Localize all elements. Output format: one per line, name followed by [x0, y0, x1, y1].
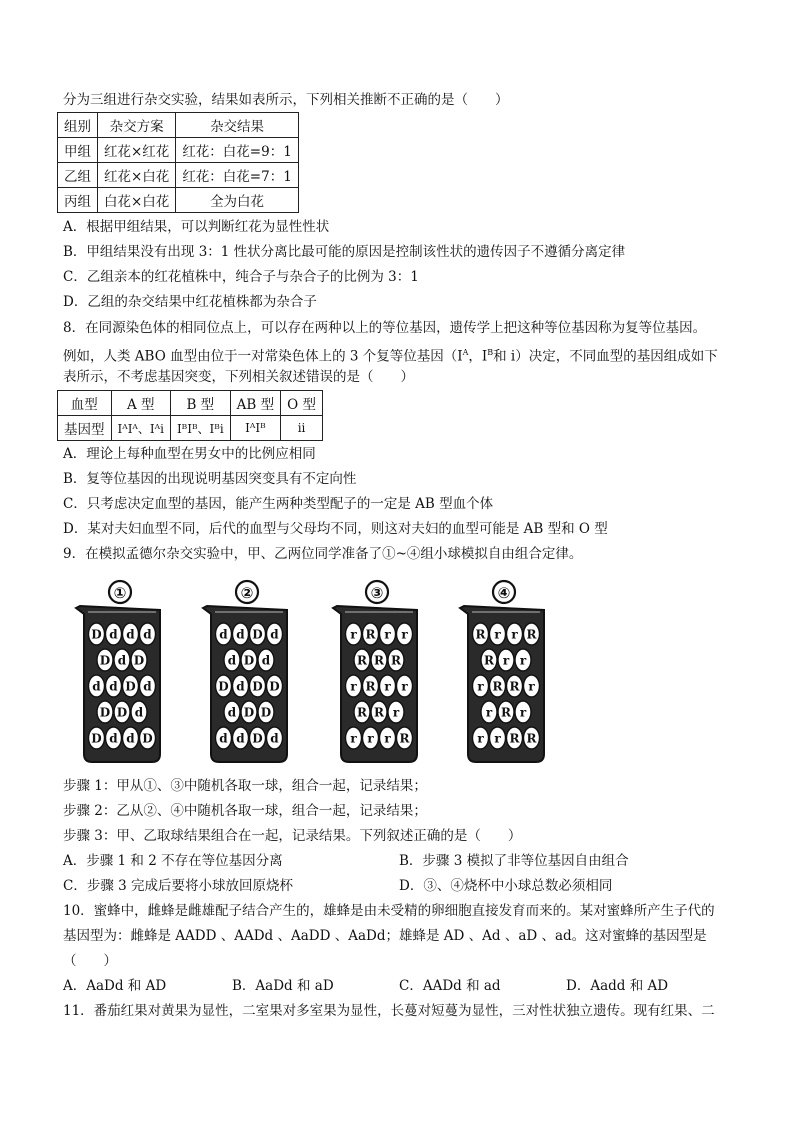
ball-letter: D [218, 679, 229, 694]
q7-table [57, 112, 299, 213]
ball-letter: r [494, 627, 501, 642]
ball-letter: d [109, 731, 118, 746]
ball-letter: r [401, 679, 408, 694]
ball-letter: R [365, 627, 376, 642]
ball-letter: D [116, 705, 128, 720]
ball-letter: R [365, 679, 376, 694]
ball-letter: D [252, 731, 263, 746]
ball-letter: d [236, 627, 245, 642]
q11-line1: 11．番茄红果对黄果为显性，二室果对多室果为显性，长蔓对短蔓为显性，三对性状独立遗传。现有红果、二 [63, 1003, 715, 1019]
ball-letter: r [384, 627, 391, 642]
ball-letter: D [142, 731, 153, 746]
ball-letter: d [143, 627, 152, 642]
ball-letter: D [125, 679, 136, 694]
q9-stem: 9．在模拟孟德尔杂交实验中，甲、乙两位同学准备了①~④组小球模拟自由组合定律。 [63, 546, 583, 562]
ball-letter: d [219, 731, 228, 746]
q7-header-scheme: 杂交方案 [98, 113, 176, 138]
q8-option-a: A．理论上每种血型在男女中的比例应相同 [63, 446, 316, 462]
table-cell: 血型 [58, 391, 112, 416]
q8-line3: 表所示，不考虑基因突变，下列相关叙述错误的是（ ） [63, 369, 414, 385]
ball-letter: d [126, 627, 135, 642]
q9-step2: 步骤 2：乙从②、④中随机各取一球，组合一起，记录结果； [63, 803, 427, 819]
ball-letter: d [219, 627, 228, 642]
ball-letter: d [236, 679, 245, 694]
ball-letter: r [519, 705, 527, 720]
q9-option-c: C．步骤 3 完成后要将小球放回原烧杯 [63, 878, 294, 894]
ball-letter: R [492, 679, 503, 694]
ball-letter: D [252, 679, 263, 694]
q10-option-d: D．Aadd 和 AD [566, 978, 669, 994]
ball-letter: d [270, 731, 279, 746]
table-cell: IᴬIᴮ [230, 416, 280, 441]
ball-letter: r [392, 705, 400, 720]
ball-letter: r [384, 679, 391, 694]
ball-letter: d [261, 653, 271, 668]
q9-step3: 步骤 3：甲、乙取球结果组合在一起，记录结果。下列叙述正确的是（ ） [63, 828, 522, 844]
ball-letter: D [243, 653, 255, 668]
ball-letter: D [91, 731, 102, 746]
beaker-label: ③ [370, 584, 384, 602]
ball-letter: R [501, 705, 511, 720]
q7-stem: 分为三组进行杂交实验，结果如表所示，下列相关推断不正确的是（ ） [63, 92, 509, 108]
table-cell: AB 型 [230, 391, 280, 416]
ball-letter: R [509, 731, 520, 746]
beaker-label: ② [240, 584, 254, 602]
ball-letter: r [502, 653, 510, 668]
ball-letter: D [260, 705, 272, 720]
q8-option-b: B．复等位基因的出现说明基因突变具有不定向性 [63, 471, 357, 487]
ball-letter: D [91, 627, 102, 642]
q8-line2: 例如，人类 ABO 血型由位于一对常染色体上的 3 个复等位基因（$I^A$，$I^B$和 i）决定，不同血型的基因组成如下 [63, 348, 718, 365]
q9-option-b: B．步骤 3 模拟了非等位基因自由组合 [399, 853, 629, 869]
table-cell: 乙组 [58, 163, 98, 188]
ball-letter: R [391, 653, 401, 668]
ball-letter: R [357, 705, 367, 720]
table-cell: IᴬIᴬ、Iᴬi [111, 416, 170, 441]
ball-letter: d [227, 705, 237, 720]
ball-letter: r [494, 731, 501, 746]
table-cell: 红花×红花 [98, 138, 176, 163]
ball-letter: d [109, 627, 118, 642]
q10-line3: （ ） [63, 953, 117, 969]
ball-letter: r [401, 627, 408, 642]
ball-letter: r [367, 731, 374, 746]
beaker-2 [203, 581, 287, 762]
ball-letter: d [92, 679, 101, 694]
q7-option-a: A．根据甲组结果，可以判断红花为显性性状 [63, 219, 330, 235]
q10-option-a: A．AaDd 和 AD [63, 978, 167, 994]
q10-option-c: C．AADd 和 ad [399, 978, 501, 994]
ball-letter: D [252, 627, 263, 642]
q7-header-group: 组别 [58, 113, 98, 138]
ball-letter: d [109, 679, 118, 694]
ball-letter: d [270, 627, 279, 642]
q7-option-b: B．甲组结果没有出现 3：1 性状分离比最可能的原因是控制该性状的遗传因子不遵循分离定律 [63, 244, 626, 260]
ball-letter: R [357, 653, 367, 668]
q8-option-c: C．只考虑决定血型的基因，能产生两种类型配子的一定是 AB 型血个体 [63, 496, 494, 512]
table-cell: O 型 [281, 391, 323, 416]
table-cell: 红花×白花 [98, 163, 176, 188]
ball-letter: r [350, 731, 357, 746]
q7-header-result: 杂交结果 [176, 113, 299, 138]
q8-table [57, 390, 323, 441]
ball-letter: d [236, 731, 245, 746]
table-cell: 红花：白花=9：1 [176, 138, 299, 163]
ball-letter: R [509, 679, 520, 694]
ball-letter: R [526, 627, 537, 642]
ball-letter: D [133, 653, 145, 668]
q8-option-d: D．某对夫妇血型不同，后代的血型与父母均不同，则这对夫妇的血型可能是 AB 型和 O 型 [63, 521, 608, 537]
q9-option-a: A．步骤 1 和 2 不存在等位基因分离 [63, 853, 283, 869]
q10-option-b: B．AaDd 和 aD [232, 978, 334, 994]
ball-letter: D [99, 653, 111, 668]
table-cell: 基因型 [58, 416, 112, 441]
ball-letter: r [477, 679, 484, 694]
table-cell: 甲组 [58, 138, 98, 163]
ball-letter: r [350, 679, 357, 694]
beakers-figure [70, 578, 570, 768]
beaker-1 [76, 581, 160, 762]
ball-letter: R [484, 653, 494, 668]
table-cell: 全为白花 [176, 188, 299, 213]
ball-letter: r [485, 705, 493, 720]
beaker-label: ① [113, 584, 127, 602]
q9-option-d: D．③、④烧杯中小球总数必须相同 [399, 878, 613, 894]
q9-step1: 步骤 1：甲从①、③中随机各取一球，组合一起，记录结果； [63, 778, 427, 794]
ball-letter: d [117, 653, 127, 668]
ball-letter: d [143, 679, 152, 694]
ball-letter: r [384, 731, 391, 746]
q10-line2: 基因型为：雌蜂是 AADD 、AADd 、AaDD 、AaDd；雄蜂是 AD 、Ad 、aD 、ad。这对蜜蜂的基因型是 [63, 928, 707, 944]
ball-letter: r [511, 627, 518, 642]
q10-line1: 10．蜜蜂中，雌蜂是雌雄配子结合产生的，雄蜂是由未受精的卵细胞直接发育而来的。某对蜜蜂所产生子代的 [63, 903, 715, 919]
ball-letter: r [477, 731, 484, 746]
table-cell: ii [281, 416, 323, 441]
table-cell: 丙组 [58, 188, 98, 213]
beaker-4 [460, 581, 544, 762]
ball-letter: r [519, 653, 527, 668]
ball-letter: R [399, 731, 410, 746]
ball-letter: r [528, 679, 535, 694]
ball-letter: D [269, 679, 280, 694]
ball-letter: D [243, 705, 255, 720]
q7-option-c: C．乙组亲本的红花植株中，纯合子与杂合子的比例为 3：1 [63, 269, 419, 285]
q8-line1: 8．在同源染色体的相同位点上，可以存在两种以上的等位基因，遗传学上把这种等位基因称为复等位基因。 [63, 320, 707, 336]
ball-letter: R [374, 705, 384, 720]
ball-letter: d [126, 731, 135, 746]
table-cell: A 型 [111, 391, 170, 416]
ball-letter: R [526, 731, 537, 746]
beaker-3 [333, 581, 417, 762]
beaker-label: ④ [497, 584, 511, 602]
ball-letter: d [227, 653, 237, 668]
table-cell: 白花×白花 [98, 188, 176, 213]
table-cell: B 型 [170, 391, 230, 416]
ball-letter: d [134, 705, 144, 720]
ball-letter: R [374, 653, 384, 668]
ball-letter: r [350, 627, 357, 642]
table-cell: 红花：白花=7：1 [176, 163, 299, 188]
q7-option-d: D．乙组的杂交结果中红花植株都为杂合子 [63, 294, 317, 310]
ball-letter: D [99, 705, 111, 720]
table-cell: IᴮIᴮ、Iᴮi [170, 416, 230, 441]
ball-letter: R [475, 627, 486, 642]
